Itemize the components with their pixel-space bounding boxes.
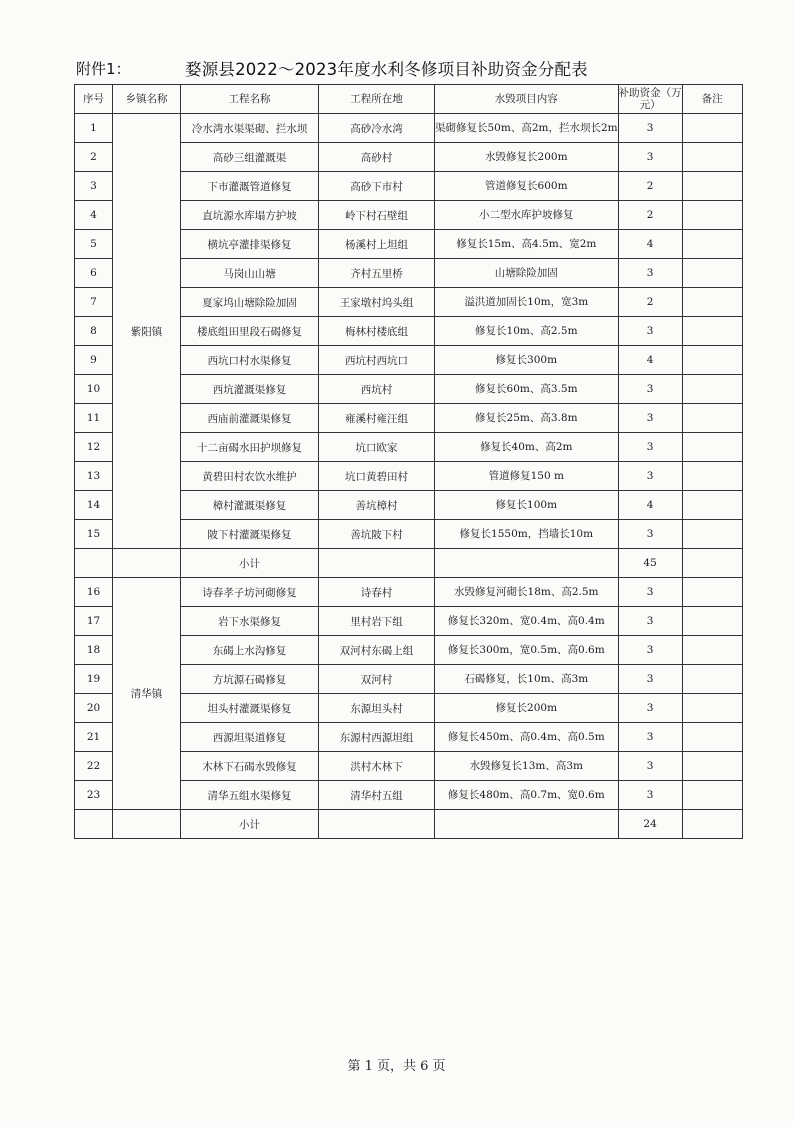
row-number-cell: 2 — [75, 143, 113, 172]
row-number-cell: 18 — [75, 636, 113, 665]
project-location-cell: 善坑樟村 — [319, 491, 435, 520]
damage-content-cell: 修复长100m — [435, 491, 619, 520]
project-name-cell: 西坑口村水渠修复 — [181, 346, 319, 375]
subsidy-amount-cell: 3 — [618, 520, 682, 549]
remarks-cell — [682, 810, 742, 839]
row-number-cell: 9 — [75, 346, 113, 375]
subsidy-amount-cell: 3 — [618, 694, 682, 723]
damage-content-cell: 修复长1550m，挡墙长10m — [435, 520, 619, 549]
subtotal-label-cell: 小计 — [181, 549, 319, 578]
row-number-cell: 22 — [75, 752, 113, 781]
damage-content-cell: 修复长200m — [435, 694, 619, 723]
subsidy-amount-cell: 2 — [618, 288, 682, 317]
remarks-cell — [682, 752, 742, 781]
project-name-cell: 西坑灌溉渠修复 — [181, 375, 319, 404]
row-number-cell: 11 — [75, 404, 113, 433]
damage-content-cell: 修复长25m、高3.8m — [435, 404, 619, 433]
remarks-cell — [682, 317, 742, 346]
project-name-cell: 清华五组水渠修复 — [181, 781, 319, 810]
attachment-label: 附件1： — [76, 60, 131, 78]
project-location-cell: 雍溪村雍汪组 — [319, 404, 435, 433]
project-name-cell: 岩下水渠修复 — [181, 607, 319, 636]
damage-content-cell: 修复长300m — [435, 346, 619, 375]
project-location-cell: 东源坦头村 — [319, 694, 435, 723]
remarks-cell — [682, 143, 742, 172]
row-number-cell: 10 — [75, 375, 113, 404]
remarks-cell — [682, 230, 742, 259]
town-name-cell: 紫阳镇 — [113, 114, 181, 549]
subsidy-amount-cell: 3 — [618, 665, 682, 694]
damage-content-cell: 修复长10m、高2.5m — [435, 317, 619, 346]
subsidy-amount-cell: 3 — [618, 781, 682, 810]
project-location-cell: 梅林村楼底组 — [319, 317, 435, 346]
project-location-cell: 清华村五组 — [319, 781, 435, 810]
project-location-cell: 岭下村石壁组 — [319, 201, 435, 230]
row-number-cell: 16 — [75, 578, 113, 607]
damage-content-cell: 溢洪道加固长10m，宽3m — [435, 288, 619, 317]
town-name-cell — [113, 810, 181, 839]
row-number-cell: 17 — [75, 607, 113, 636]
row-number-cell — [75, 810, 113, 839]
subsidy-amount-cell: 3 — [618, 404, 682, 433]
town-name-cell: 清华镇 — [113, 578, 181, 810]
remarks-cell — [682, 404, 742, 433]
town-name-cell — [113, 549, 181, 578]
remarks-cell — [682, 549, 742, 578]
remarks-cell — [682, 375, 742, 404]
damage-content-cell: 小二型水库护坡修复 — [435, 201, 619, 230]
project-name-cell: 木林下石碣水毁修复 — [181, 752, 319, 781]
subsidy-amount-cell: 3 — [618, 259, 682, 288]
column-header: 补助资金（万元） — [618, 85, 682, 114]
project-name-cell: 黄碧田村农饮水维护 — [181, 462, 319, 491]
project-location-cell: 东源村西源坦组 — [319, 723, 435, 752]
damage-content-cell — [435, 810, 619, 839]
subtotal-row — [75, 810, 743, 839]
remarks-cell — [682, 288, 742, 317]
project-location-cell: 高砂下市村 — [319, 172, 435, 201]
subsidy-amount-cell: 3 — [618, 636, 682, 665]
column-header: 工程名称 — [181, 85, 319, 114]
row-number-cell: 19 — [75, 665, 113, 694]
row-number-cell: 4 — [75, 201, 113, 230]
subsidy-amount-cell: 4 — [618, 346, 682, 375]
remarks-cell — [682, 607, 742, 636]
damage-content-cell: 修复长320m、宽0.4m、高0.4m — [435, 607, 619, 636]
damage-content-cell: 管道修复150 m — [435, 462, 619, 491]
subsidy-amount-cell: 3 — [618, 375, 682, 404]
remarks-cell — [682, 462, 742, 491]
damage-content-cell: 修复长450m、高0.4m、高0.5m — [435, 723, 619, 752]
project-location-cell: 洪村木林下 — [319, 752, 435, 781]
project-name-cell: 下市灌溉管道修复 — [181, 172, 319, 201]
funding-table — [74, 84, 743, 839]
remarks-cell — [682, 346, 742, 375]
remarks-cell — [682, 723, 742, 752]
project-name-cell: 诗春孝子坊河砌修复 — [181, 578, 319, 607]
row-number-cell: 15 — [75, 520, 113, 549]
project-name-cell: 十二亩碣水田护坝修复 — [181, 433, 319, 462]
subsidy-amount-cell: 4 — [618, 230, 682, 259]
remarks-cell — [682, 578, 742, 607]
row-number-cell: 20 — [75, 694, 113, 723]
project-location-cell: 王家墩村坞头组 — [319, 288, 435, 317]
subsidy-amount-cell: 3 — [618, 317, 682, 346]
subsidy-amount-cell: 3 — [618, 723, 682, 752]
project-location-cell: 西坑村 — [319, 375, 435, 404]
project-name-cell: 冷水湾水渠渠砌、拦水坝 — [181, 114, 319, 143]
table-row — [75, 578, 743, 607]
project-name-cell: 坦头村灌溉渠修复 — [181, 694, 319, 723]
remarks-cell — [682, 520, 742, 549]
row-number-cell: 14 — [75, 491, 113, 520]
project-name-cell: 夏家坞山塘除险加固 — [181, 288, 319, 317]
project-location-cell: 齐村五里桥 — [319, 259, 435, 288]
row-number-cell: 13 — [75, 462, 113, 491]
column-header: 工程所在地 — [319, 85, 435, 114]
project-name-cell: 西源坦渠道修复 — [181, 723, 319, 752]
damage-content-cell: 水毁修复长13m、高3m — [435, 752, 619, 781]
project-name-cell: 西庙前灌溉渠修复 — [181, 404, 319, 433]
subsidy-amount-cell: 3 — [618, 143, 682, 172]
column-header: 备注 — [682, 85, 742, 114]
project-location-cell: 里村岩下组 — [319, 607, 435, 636]
row-number-cell: 5 — [75, 230, 113, 259]
table-header-row — [75, 85, 743, 114]
project-location-cell: 双河村 — [319, 665, 435, 694]
subtotal-row — [75, 549, 743, 578]
row-number-cell: 23 — [75, 781, 113, 810]
damage-content-cell: 水毁修复长200m — [435, 143, 619, 172]
damage-content-cell: 修复长480m、高0.7m、宽0.6m — [435, 781, 619, 810]
project-location-cell: 坑口黄碧田村 — [319, 462, 435, 491]
row-number-cell: 3 — [75, 172, 113, 201]
column-header: 序号 — [75, 85, 113, 114]
row-number-cell: 8 — [75, 317, 113, 346]
damage-content-cell: 管道修复长600m — [435, 172, 619, 201]
remarks-cell — [682, 259, 742, 288]
project-location-cell: 坑口欧家 — [319, 433, 435, 462]
project-name-cell: 马岗山山塘 — [181, 259, 319, 288]
damage-content-cell: 渠砌修复长50m、高2m，拦水坝长2m — [435, 114, 619, 143]
project-location-cell — [319, 549, 435, 578]
remarks-cell — [682, 781, 742, 810]
damage-content-cell: 修复长60m、高3.5m — [435, 375, 619, 404]
subsidy-amount-cell: 3 — [618, 752, 682, 781]
project-location-cell: 西坑村西坑口 — [319, 346, 435, 375]
project-location-cell: 诗春村 — [319, 578, 435, 607]
document-title: 婺源县2022～2023年度水利冬修项目补助资金分配表 — [185, 60, 588, 79]
row-number-cell: 21 — [75, 723, 113, 752]
remarks-cell — [682, 694, 742, 723]
project-name-cell: 横坑亭灌排渠修复 — [181, 230, 319, 259]
remarks-cell — [682, 665, 742, 694]
row-number-cell: 1 — [75, 114, 113, 143]
subtotal-amount-cell: 24 — [618, 810, 682, 839]
row-number-cell — [75, 549, 113, 578]
table-body — [75, 114, 743, 839]
subsidy-amount-cell: 3 — [618, 578, 682, 607]
subtotal-label-cell: 小计 — [181, 810, 319, 839]
subsidy-amount-cell: 3 — [618, 114, 682, 143]
project-name-cell: 樟村灌溉渠修复 — [181, 491, 319, 520]
remarks-cell — [682, 114, 742, 143]
subsidy-amount-cell: 2 — [618, 172, 682, 201]
row-number-cell: 6 — [75, 259, 113, 288]
project-location-cell: 善坑陂下村 — [319, 520, 435, 549]
damage-content-cell: 修复长300m，宽0.5m、高0.6m — [435, 636, 619, 665]
subsidy-amount-cell: 2 — [618, 201, 682, 230]
table-row — [75, 114, 743, 143]
damage-content-cell: 修复长15m、高4.5m、宽2m — [435, 230, 619, 259]
project-location-cell: 双河村东碣上组 — [319, 636, 435, 665]
damage-content-cell: 修复长40m、高2m — [435, 433, 619, 462]
remarks-cell — [682, 636, 742, 665]
row-number-cell: 12 — [75, 433, 113, 462]
damage-content-cell: 山塘除险加固 — [435, 259, 619, 288]
project-name-cell: 高砂三组灌溉渠 — [181, 143, 319, 172]
subsidy-amount-cell: 3 — [618, 462, 682, 491]
project-name-cell: 方坑源石碣修复 — [181, 665, 319, 694]
project-location-cell: 高砂村 — [319, 143, 435, 172]
project-location-cell: 高砂冷水湾 — [319, 114, 435, 143]
damage-content-cell: 石碣修复，长10m、高3m — [435, 665, 619, 694]
column-header: 乡镇名称 — [113, 85, 181, 114]
project-name-cell: 直坑源水库塌方护坡 — [181, 201, 319, 230]
damage-content-cell — [435, 549, 619, 578]
remarks-cell — [682, 201, 742, 230]
project-name-cell: 陂下村灌溉渠修复 — [181, 520, 319, 549]
damage-content-cell: 水毁修复河砌长18m、高2.5m — [435, 578, 619, 607]
subsidy-amount-cell: 3 — [618, 433, 682, 462]
subtotal-amount-cell: 45 — [618, 549, 682, 578]
project-location-cell: 杨溪村上坦组 — [319, 230, 435, 259]
subsidy-amount-cell: 4 — [618, 491, 682, 520]
subsidy-amount-cell: 3 — [618, 607, 682, 636]
project-location-cell — [319, 810, 435, 839]
remarks-cell — [682, 172, 742, 201]
page-number: 第 1 页，共 6 页 — [347, 1059, 446, 1074]
remarks-cell — [682, 433, 742, 462]
row-number-cell: 7 — [75, 288, 113, 317]
remarks-cell — [682, 491, 742, 520]
project-name-cell: 东碣上水沟修复 — [181, 636, 319, 665]
column-header: 水毁项目内容 — [435, 85, 619, 114]
project-name-cell: 楼底组田里段石碣修复 — [181, 317, 319, 346]
